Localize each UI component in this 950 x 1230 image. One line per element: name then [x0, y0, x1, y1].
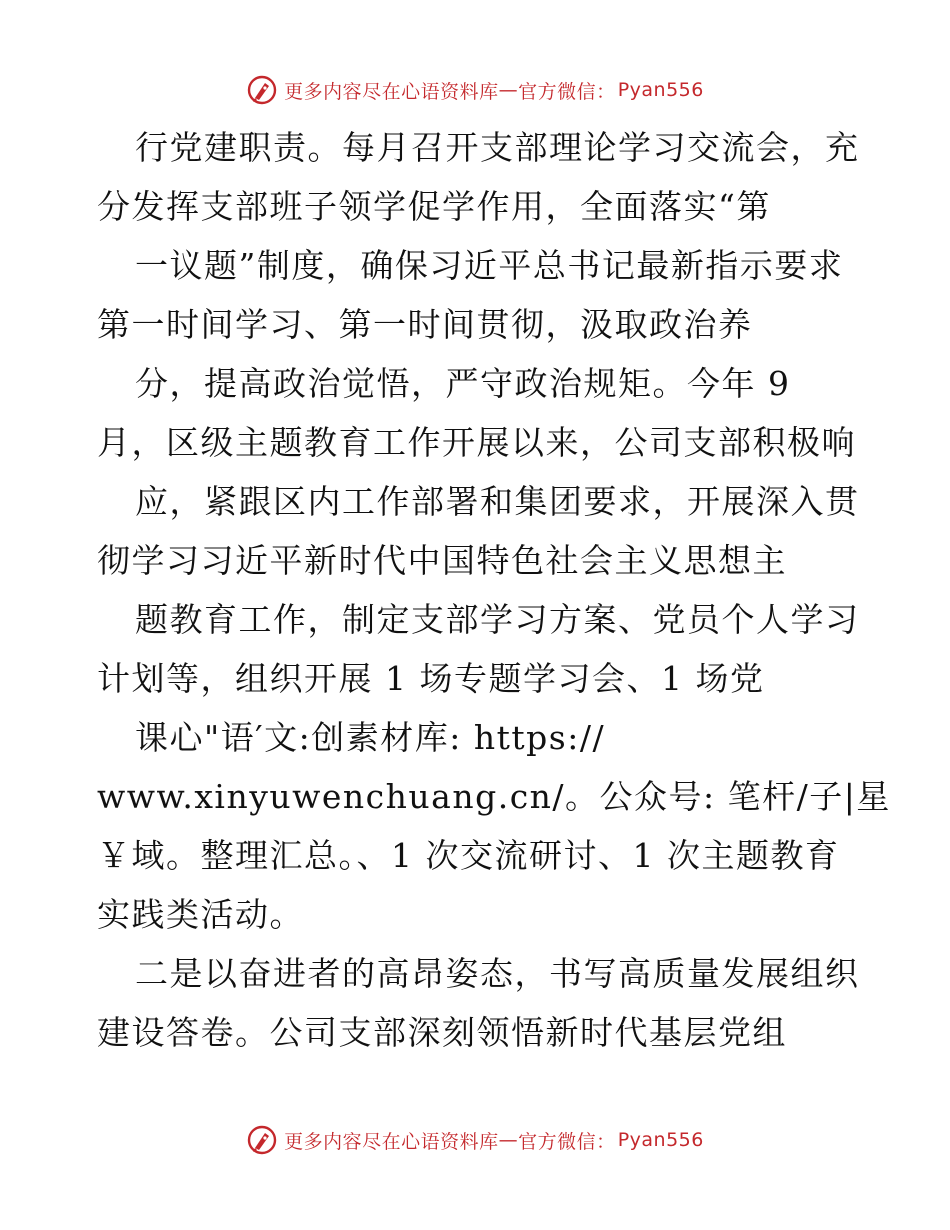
text-line: 第一时间学习、第一时间贯彻，汲取政治养 [97, 305, 753, 344]
text-line: 课心"语′文:创素材库: https:// [135, 718, 606, 757]
header-brand-text: 更多内容尽在心语资料库 [284, 80, 499, 103]
header-wechat-id: Pyan556 [617, 79, 704, 101]
text-line: 建设答卷。公司支部深刻领悟新时代基层党组 [97, 1013, 787, 1052]
footer-banner [0, 1120, 950, 1160]
text-line: 行党建职责。每月召开支部理论学习交流会，充 [135, 128, 860, 167]
text-line: 分发挥支部班子领学促学作用，全面落实“第 [97, 187, 771, 226]
text-line: 应，紧跟区内工作部署和集团要求，开展深入贯 [135, 482, 860, 521]
header-official-label: 官方微信： [518, 80, 616, 103]
header-banner [0, 70, 950, 110]
document-body [97, 118, 891, 1062]
text-line: www.xinyuwenchuang.cn/。公众号: 笔杆/子|星 [97, 777, 891, 816]
footer-dash: — [498, 1129, 519, 1151]
text-line: 计划等，组织开展 1 场专题学习会、1 场党 [97, 659, 765, 698]
pen-nib-logo-icon [246, 74, 278, 106]
text-line: 题教育工作，制定支部学习方案、党员个人学习 [135, 600, 860, 639]
text-line: 实践类活动。 [97, 895, 304, 934]
header-dash: — [498, 79, 519, 101]
footer-brand-text: 更多内容尽在心语资料库 [284, 1130, 499, 1153]
text-line: 分，提高政治觉悟，严守政治规矩。今年 9 [135, 364, 791, 403]
text-line: 一议题”制度，确保习近平总书记最新指示要求 [135, 246, 844, 285]
text-line: ￥域。整理汇总。、1 次交流研讨、1 次主题教育 [97, 836, 840, 875]
text-line: 彻学习习近平新时代中国特色社会主义思想主 [97, 541, 787, 580]
pen-nib-logo-icon [246, 1124, 278, 1156]
footer-official-label: 官方微信： [518, 1130, 616, 1153]
footer-wechat-id: Pyan556 [617, 1129, 704, 1151]
text-line: 月，区级主题教育工作开展以来，公司支部积极响 [97, 423, 856, 462]
text-line: 二是以奋进者的高昂姿态，书写高质量发展组织 [135, 954, 860, 993]
